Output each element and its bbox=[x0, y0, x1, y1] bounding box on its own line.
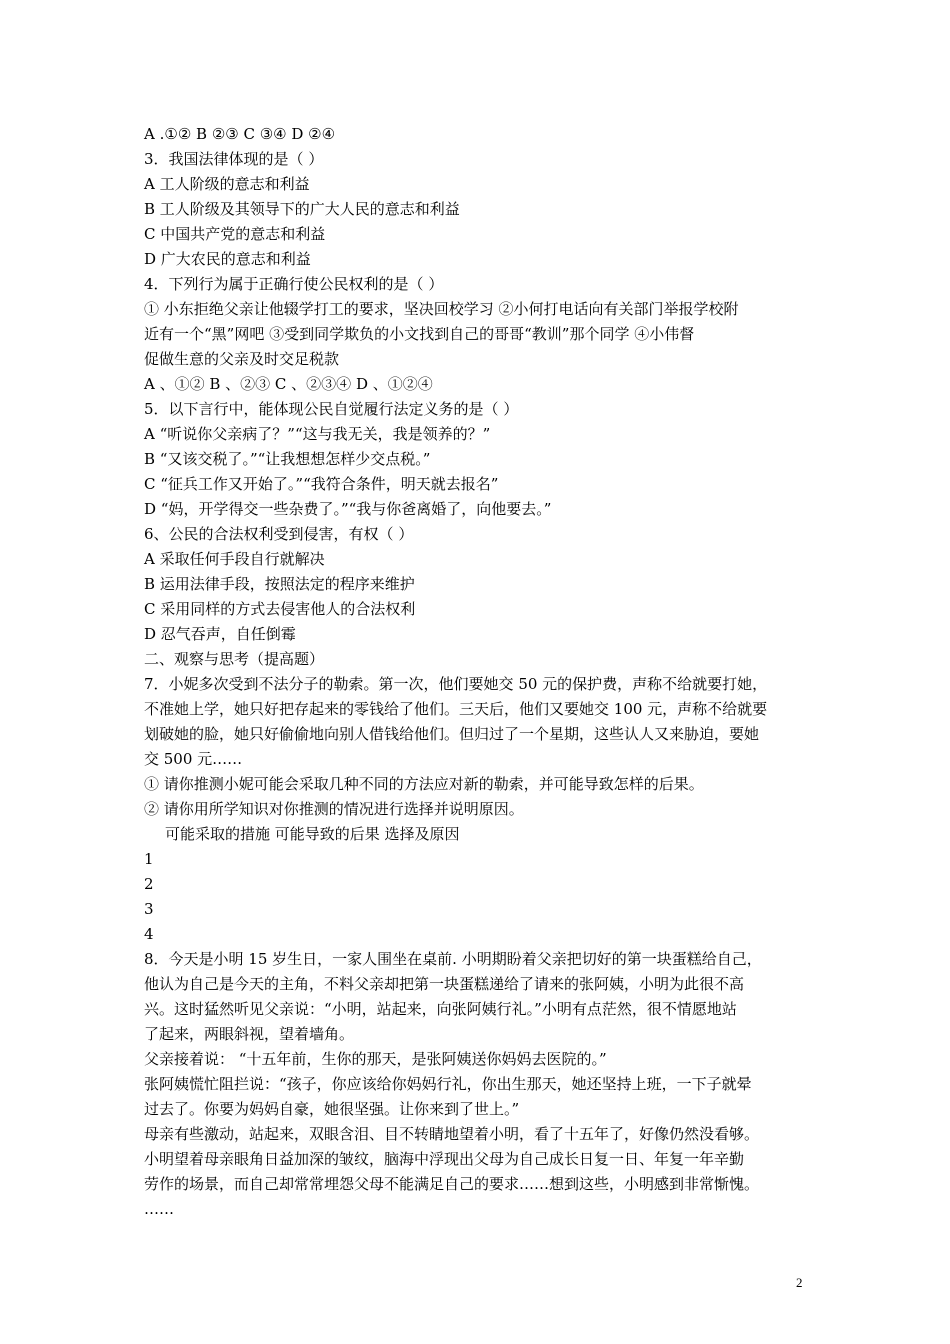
q7-text-line: 划破她的脸，她只好偷偷地向别人借钱给他们。但归过了一个星期，这些认人又来胁迫，要她 bbox=[144, 725, 760, 743]
q3-option-d: D 广大农民的意志和利益 bbox=[144, 250, 311, 268]
q8-text-line: …… bbox=[144, 1200, 174, 1218]
q7-table-row: 3 bbox=[144, 900, 154, 918]
q8-text-line: 了起来，两眼斜视，望着墙角。 bbox=[144, 1025, 355, 1043]
q7-prompt-2: ② 请你用所学知识对你推测的情况进行选择并说明原因。 bbox=[144, 800, 524, 818]
q3-stem: 3．我国法律体现的是（ ） bbox=[144, 150, 324, 168]
q4-text-line: 促做生意的父亲及时交足税款 bbox=[144, 350, 340, 368]
q8-text-line: 张阿姨慌忙阻拦说：“孩子，你应该给你妈妈行礼，你出生那天，她还坚持上班，一下子就晕 bbox=[144, 1075, 752, 1093]
q8-text-line: 劳作的场景，而自己却常常埋怨父母不能满足自己的要求……想到这些，小明感到非常惭愧。 bbox=[144, 1175, 760, 1193]
document-body bbox=[144, 122, 814, 1222]
q4-text-line: ① 小东拒绝父亲让他辍学打工的要求，坚决回校学习 ②小何打电话向有关部门举报学校附 bbox=[144, 300, 739, 318]
q5-stem: 5．以下言行中，能体现公民自觉履行法定义务的是（ ） bbox=[144, 400, 519, 418]
q8-text-line: 父亲接着说： “十五年前，生你的那天，是张阿姨送你妈妈去医院的。” bbox=[144, 1050, 607, 1068]
q7-text-line: 交 500 元…… bbox=[144, 750, 243, 768]
q8-text-line: 8．今天是小明 15 岁生日，一家人围坐在桌前. 小明期盼着父亲把切好的第一块蛋糕给自己， bbox=[144, 950, 762, 968]
q7-table-header: 可能采取的措施 可能导致的后果 选择及原因 bbox=[165, 825, 460, 843]
q6-option-b: B 运用法律手段，按照法定的程序来维护 bbox=[144, 575, 415, 593]
q8-text-line: 他认为自己是今天的主角，不料父亲却把第一块蛋糕递给了请来的张阿姨，小明为此很不高 bbox=[144, 975, 745, 993]
q6-option-d: D 忍气吞声，自任倒霉 bbox=[144, 625, 296, 643]
q5-option-d: D “妈，开学得交一些杂费了。”“我与你爸离婚了，向他要去。” bbox=[144, 500, 552, 518]
q6-stem: 6、公民的合法权利受到侵害，有权（ ） bbox=[144, 525, 414, 543]
q7-text-line: 7．小妮多次受到不法分子的勒索。第一次，他们要她交 50 元的保护费，声称不给就要打她， bbox=[144, 675, 768, 693]
q5-option-c: C “征兵工作又开始了。”“我符合条件，明天就去报名” bbox=[144, 475, 499, 493]
q2-options: A .①② B ②③ C ③④ D ②④ bbox=[144, 125, 336, 143]
q4-stem: 4．下列行为属于正确行使公民权利的是（ ） bbox=[144, 275, 444, 293]
q5-option-a: A “听说你父亲病了？”“这与我无关，我是领养的？” bbox=[144, 425, 491, 443]
q6-option-c: C 采用同样的方式去侵害他人的合法权利 bbox=[144, 600, 416, 618]
q8-text-line: 兴。这时猛然听见父亲说：“小明，站起来，向张阿姨行礼。”小明有点茫然，很不情愿地站 bbox=[144, 1000, 737, 1018]
q3-option-c: C 中国共产党的意志和利益 bbox=[144, 225, 326, 243]
q8-text-line: 小明望着母亲眼角日益加深的皱纹，脑海中浮现出父母为自己成长日复一日、年复一年辛勤 bbox=[144, 1150, 745, 1168]
q7-table-row: 2 bbox=[144, 875, 154, 893]
q7-prompt-1: ① 请你推测小妮可能会采取几种不同的方法应对新的勒索，并可能导致怎样的后果。 bbox=[144, 775, 704, 793]
q6-option-a: A 采取任何手段自行就解决 bbox=[144, 550, 325, 568]
q4-text-line: 近有一个“黑”网吧 ③受到同学欺负的小文找到自己的哥哥“教训”那个同学 ④小伟督 bbox=[144, 325, 695, 343]
q7-text-line: 不准她上学，她只好把存起来的零钱给了他们。三天后，他们又要她交 100 元，声称不给就要 bbox=[144, 700, 768, 718]
page-number: 2 bbox=[796, 1275, 803, 1290]
q5-option-b: B “又该交税了。”“让我想想怎样少交点税。” bbox=[144, 450, 431, 468]
section-heading: 二、观察与思考（提高题） bbox=[144, 650, 325, 668]
q8-text-line: 母亲有些激动，站起来，双眼含泪、目不转睛地望着小明，看了十五年了，好像仍然没看够。 bbox=[144, 1125, 760, 1143]
q4-options: A 、①② B 、②③ C 、②③④ D 、①②④ bbox=[144, 375, 433, 393]
q3-option-b: B 工人阶级及其领导下的广大人民的意志和利益 bbox=[144, 200, 460, 218]
q8-text-line: 过去了。你要为妈妈自豪，她很坚强。让你来到了世上。” bbox=[144, 1100, 520, 1118]
q7-table-row: 1 bbox=[144, 850, 154, 868]
q7-table-row: 4 bbox=[144, 925, 154, 943]
q3-option-a: A 工人阶级的意志和利益 bbox=[144, 175, 310, 193]
